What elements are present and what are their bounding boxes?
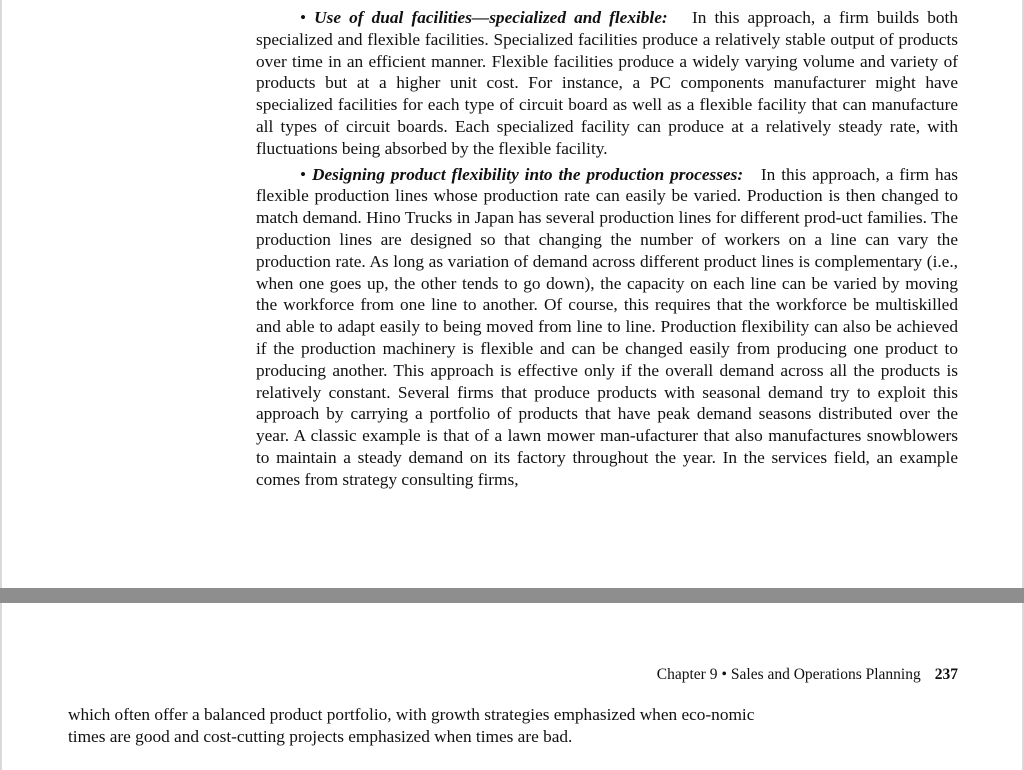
bullet-lead-dual-facilities: Use of dual facilities—specialized and flexible: — [314, 8, 668, 27]
running-head-title: Sales and Operations Planning — [730, 666, 921, 683]
body-text-column — [256, 7, 958, 491]
bullet-body-dual-facilities: In this approach, a firm builds both specialized and flexible facilities. Specialized facilities produce a relatively stable output of products over time in an efficient manner. Flexible facilities produce a widely varying volume and variety of products but at a higher unit cost. For instance, a PC components manufacturer might have specialized facilities for each type of circuit board as well as a flexible facility that can manufacture all types of circuit boards. Each specialized facility can produce at a relatively steady rate, with fluctuations being absorbed by the flexible facility. — [256, 8, 958, 158]
bullet-marker: • — [300, 164, 307, 184]
bullet-marker: • — [300, 8, 307, 27]
bullet-lead-product-flexibility: Designing product flexibility into the production processes: — [312, 164, 744, 184]
page-number: 237 — [934, 666, 958, 683]
continuation-text: which often offer a balanced product portfolio, with growth strategies emphasized when eco-nomic times are good and cost-cutting projects emphasized when times are bad. — [68, 705, 755, 746]
page-gutter — [0, 588, 1024, 603]
bullet-paragraph-dual-facilities — [256, 7, 958, 160]
running-head-separator: • — [721, 666, 727, 683]
bullet-paragraph-product-flexibility — [256, 164, 958, 491]
bullet-body-product-flexibility: In this approach, a firm has flexible production lines whose production rate can easily be varied. Production is then changed to match demand. Hino Trucks in Japan has several production lines for different prod-uct families. The production lines are designed so that changing the number of workers on a line can vary the production rate. As long as variation of demand across different product lines is complementary (i.e., when one goes up, the other tends to go down), the capacity on each line can be varied by moving the workforce from one line to another. Of course, this requires that the workforce be multiskilled and able to adapt easily to being moved from line to line. Production flexibility can also be achieved if the production machinery is flexible and can be changed easily from producing one product to producing another. This approach is effective only if the overall demand across all the products is relatively constant. Several firms that produce products with seasonal demand try to exploit this approach by carrying a portfolio of products that have peak demand seasons distributed over the year. A classic example is that of a lawn mower man-ufacturer that also manufactures snowblowers to maintain a steady demand on its factory throughout the year. In the services field, an example comes from strategy consulting firms, — [256, 164, 959, 489]
running-head — [657, 664, 958, 686]
page-top — [2, 0, 1022, 588]
running-head-chapter: Chapter 9 — [656, 666, 718, 683]
